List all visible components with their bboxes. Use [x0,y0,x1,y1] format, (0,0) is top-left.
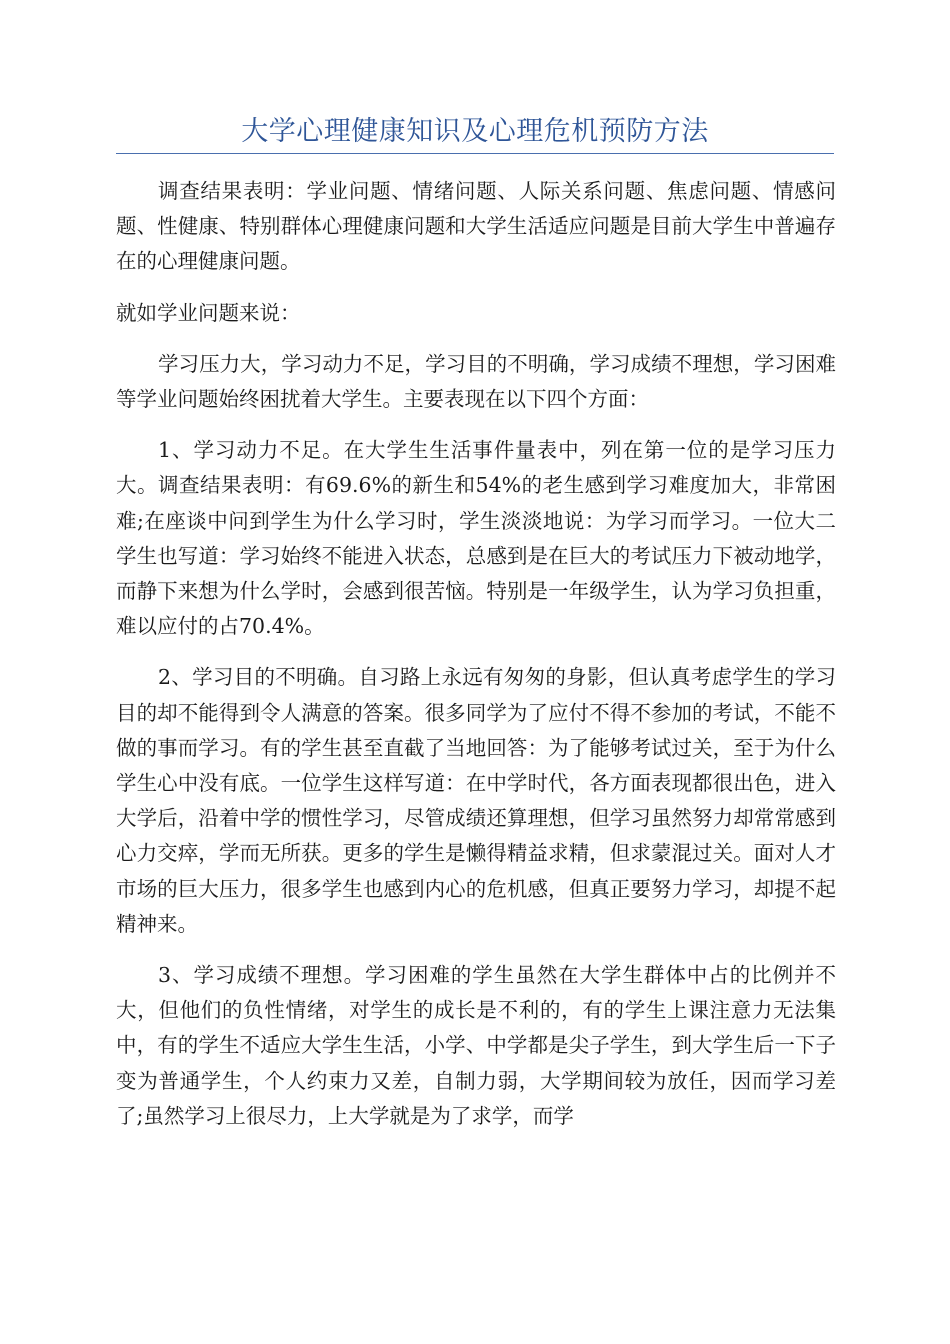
paragraph-academic-intro: 就如学业问题来说： [116,300,301,325]
paragraph-point-1-motivation: 1、学习动力不足。在大学生生活事件量表中，列在第一位的是学习压力大。调查结果表明：有69.6%的新生和54%的老生感到学习难度加大，非常困难;在座谈中问到学生为什么学习时，学生淡淡地说：为学习而学习。一位大二学生也写道：学习始终不能进入状态，总感到是在巨大的考试压力下被动地学，而静下来想为什么学时，会感到很苦恼。特别是一年级学生，认为学习负担重，难以应付的占70.4%。 [116,438,836,639]
document-body [116,174,836,1150]
paragraph-point-2-goals: 2、学习目的不明确。自习路上永远有匆匆的身影，但认真考虑学生的学习目的却不能得到令人满意的答案。很多同学为了应付不得不参加的考试，不能不做的事而学习。有的学生甚至直截了当地回答：为了能够考试过关，至于为什么学生心中没有底。一位学生这样写道：在中学时代，各方面表现都很出色，进入大学后，沿着中学的惯性学习，尽管成绩还算理想，但学习虽然努力却常常感到心力交瘁，学而无所获。更多的学生是懒得精益求精，但求蒙混过关。面对人才市场的巨大压力，很多学生也感到内心的危机感，但真正要努力学习，却提不起精神来。 [116,665,836,936]
document-title: 大学心理健康知识及心理危机预防方法 [241,116,709,147]
paragraph-academic-problems: 学习压力大，学习动力不足，学习目的不明确，学习成绩不理想，学习困难等学业问题始终困扰着大学生。主要表现在以下四个方面： [116,351,836,412]
title-underline-rule [116,153,834,154]
paragraph-point-3-grades: 3、学习成绩不理想。学习困难的学生虽然在大学生群体中占的比例并不大，但他们的负性情绪，对学生的成长是不利的，有的学生上课注意力无法集中，有的学生不适应大学生生活，小学、中学都是尖子学生，到大学生后一下子变为普通学生，个人约束力又差，自制力弱，大学期间较为放任，因而学习差了;虽然学习上很尽力，上大学就是为了求学，而学 [116,963,836,1128]
paragraph-survey-results: 调查结果表明：学业问题、情绪问题、人际关系问题、焦虑问题、情感问题、性健康、特别群体心理健康问题和大学生活适应问题是目前大学生中普遍存在的心理健康问题。 [116,179,836,274]
